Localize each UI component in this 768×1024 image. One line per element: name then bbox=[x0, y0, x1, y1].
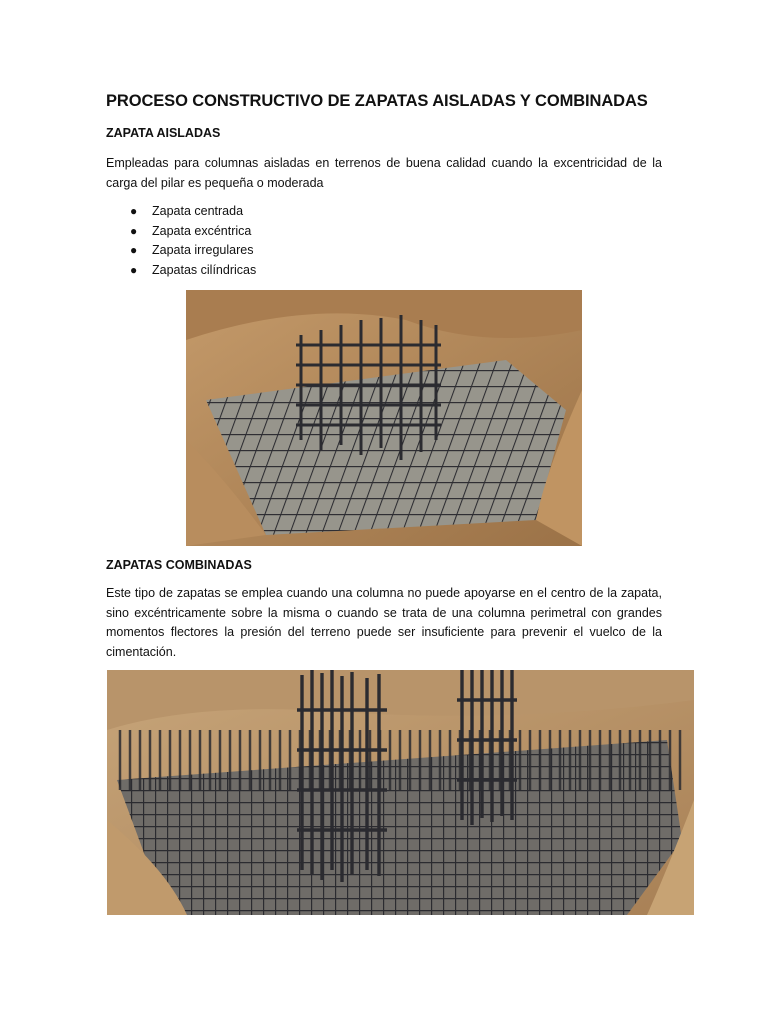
bullet-icon: ● bbox=[130, 204, 138, 218]
photo-isolated-footing bbox=[186, 290, 582, 546]
list-item: ● Zapata excéntrica bbox=[106, 222, 256, 242]
bullet-icon: ● bbox=[130, 243, 138, 257]
bullet-icon: ● bbox=[130, 262, 138, 277]
photo-combined-footing bbox=[107, 670, 694, 915]
list-item: ● Zapata centrada bbox=[106, 202, 256, 222]
bullet-icon: ● bbox=[130, 223, 138, 238]
section-heading-aisladas: ZAPATA AISLADAS bbox=[106, 126, 221, 140]
paragraph-aisladas: Empleadas para columnas aisladas en terrenos de buena calidad cuando la excentricidad de la carga del pilar es pequeña o moderada bbox=[106, 156, 662, 190]
paragraph-combinadas: Este tipo de zapatas se emplea cuando una columna no puede apoyarse en el centro de la zapata, sino excéntricamente sobre la misma o cuando se trata de una columna perimetral con grandes momentos flectores la presión del terreno puede ser insuficiente para prevenir el vuelco de la cimentación. bbox=[106, 586, 662, 659]
document-title: PROCESO CONSTRUCTIVO DE ZAPATAS AISLADAS Y COMBINADAS bbox=[106, 92, 648, 110]
list-item: ● Zapatas cilíndricas bbox=[106, 261, 256, 281]
section-heading-combinadas: ZAPATAS COMBINADAS bbox=[106, 558, 252, 572]
list-item: ● Zapata irregulares bbox=[106, 241, 256, 261]
bullet-list-types bbox=[106, 202, 256, 280]
